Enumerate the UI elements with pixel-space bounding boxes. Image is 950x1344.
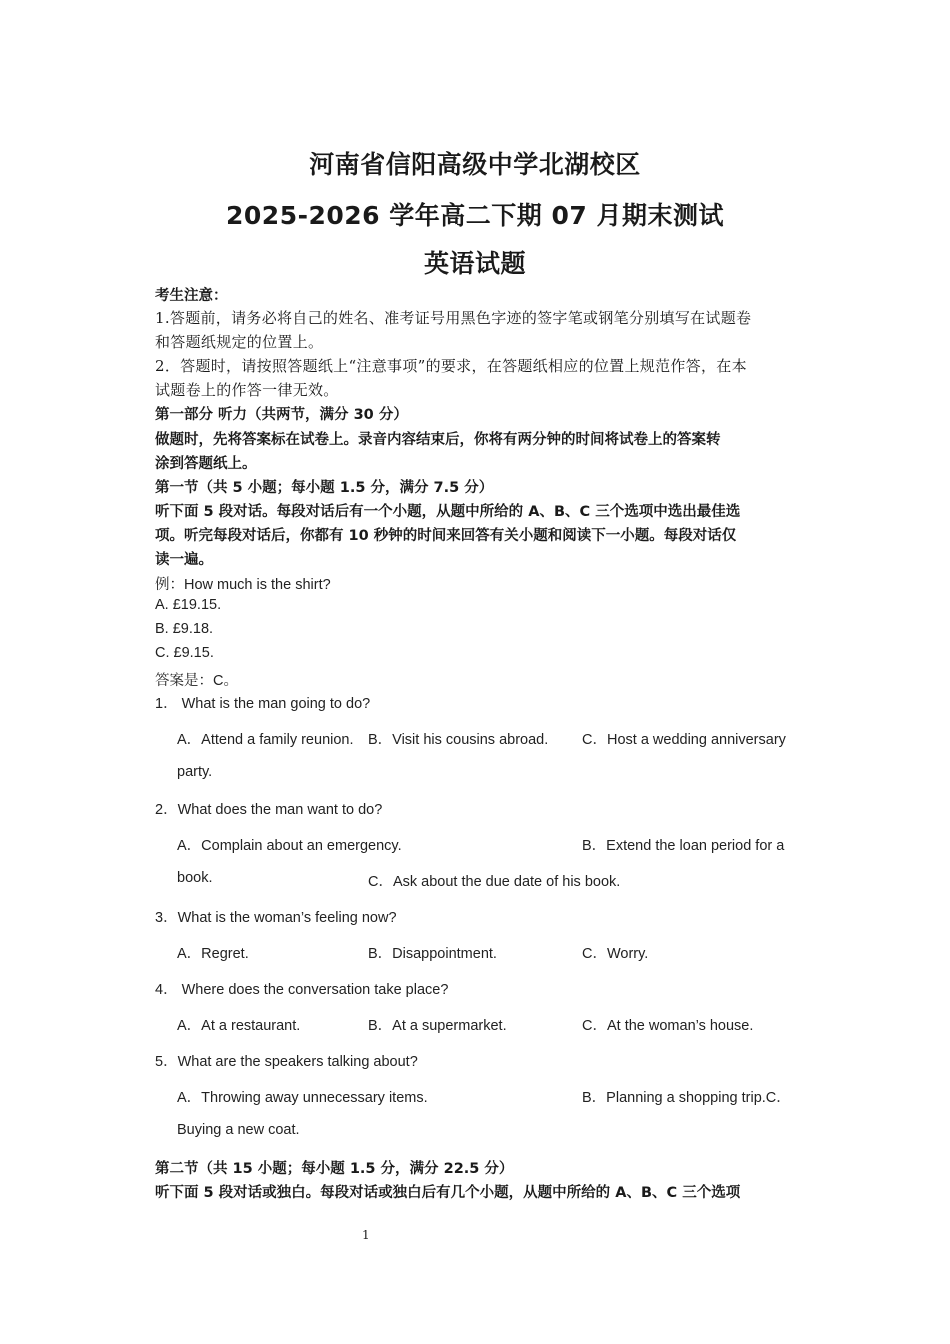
example-answer: 答案是：C。 bbox=[155, 673, 238, 689]
q4-option-c: C．At the woman’s house. bbox=[582, 1018, 754, 1034]
q3-option-b: B．Disappointment. bbox=[368, 946, 497, 962]
example-option-c: C. £9.15. bbox=[155, 645, 214, 661]
q1-stem: 1． What is the man going to do? bbox=[155, 696, 371, 712]
q5-option-c-cont: Buying a new coat. bbox=[177, 1122, 300, 1138]
example-question: 例：How much is the shirt? bbox=[155, 577, 331, 593]
q1-option-b: B．Visit his cousins abroad. bbox=[368, 732, 549, 748]
q2-option-c: C．Ask about the due date of his book. bbox=[368, 874, 621, 890]
section1-instr-line1: 听下面 5 段对话。每段对话后有一个小题，从题中所给的 A、B、C 三个选项中选出最佳选 bbox=[155, 504, 741, 520]
q5-option-b: B．Planning a shopping trip.C． bbox=[582, 1090, 791, 1106]
notice-item1-line2: 和答题纸规定的位置上。 bbox=[155, 333, 324, 351]
notice-item2-line2: 试题卷上的作答一律无效。 bbox=[155, 381, 339, 399]
q2-stem: 2．What does the man want to do? bbox=[155, 802, 383, 818]
q1-option-c: C．Host a wedding anniversary bbox=[582, 732, 786, 748]
section2-instr-line1: 听下面 5 段对话或独白。每段对话或独白后有几个小题，从题中所给的 A、B、C 三个选项 bbox=[155, 1185, 741, 1201]
example-option-b: B. £9.18. bbox=[155, 621, 214, 637]
q5-option-a: A．Throwing away unnecessary items. bbox=[177, 1090, 428, 1106]
section1-heading: 第一节（共 5 小题；每小题 1.5 分，满分 7.5 分） bbox=[155, 480, 494, 496]
q3-option-c: C．Worry. bbox=[582, 946, 649, 962]
school-title: 河南省信阳高级中学北湖校区 bbox=[309, 150, 641, 179]
q2-option-b: B．Extend the loan period for a bbox=[582, 838, 785, 854]
q2-option-b-cont: book. bbox=[177, 870, 213, 886]
q3-option-a: A．Regret. bbox=[177, 946, 249, 962]
q2-option-a: A．Complain about an emergency. bbox=[177, 838, 402, 854]
q4-option-a: A．At a restaurant. bbox=[177, 1018, 301, 1034]
term-title: 2025-2026 学年高二下期 07 月期末测试 bbox=[226, 201, 724, 230]
part1-instr-line1: 做题时，先将答案标在试卷上。录音内容结束后，你将有两分钟的时间将试卷上的答案转 bbox=[155, 432, 721, 448]
q4-stem: 4． Where does the conversation take place? bbox=[155, 982, 449, 998]
q1-option-c-cont: party. bbox=[177, 764, 213, 780]
example-option-a: A. £19.15. bbox=[155, 597, 222, 613]
q3-stem: 3．What is the woman’s feeling now? bbox=[155, 910, 397, 926]
section1-instr-line3: 读一遍。 bbox=[155, 552, 213, 568]
part1-instr-line2: 涂到答题纸上。 bbox=[155, 456, 257, 472]
q1-option-a: A．Attend a family reunion. bbox=[177, 732, 354, 748]
q4-option-b: B．At a supermarket. bbox=[368, 1018, 507, 1034]
page-number: 1 bbox=[362, 1228, 370, 1242]
section2-heading: 第二节（共 15 小题；每小题 1.5 分，满分 22.5 分） bbox=[155, 1161, 514, 1177]
subject-title: 英语试题 bbox=[423, 249, 526, 278]
notice-item1-line1: 1.答题前，请务必将自己的姓名、准考证号用黑色字迹的签字笔或钢笔分别填写在试题卷 bbox=[155, 309, 752, 327]
q5-stem: 5．What are the speakers talking about? bbox=[155, 1054, 418, 1070]
notice-heading: 考生注意： bbox=[155, 288, 228, 304]
part1-heading: 第一部分 听力（共两节，满分 30 分） bbox=[155, 407, 408, 423]
notice-item2-line1: 2．答题时，请按照答题纸上“注意事项”的要求，在答题纸相应的位置上规范作答，在本 bbox=[155, 357, 747, 375]
section1-instr-line2: 项。听完每段对话后，你都有 10 秒钟的时间来回答有关小题和阅读下一小题。每段对话仅 bbox=[155, 528, 737, 544]
